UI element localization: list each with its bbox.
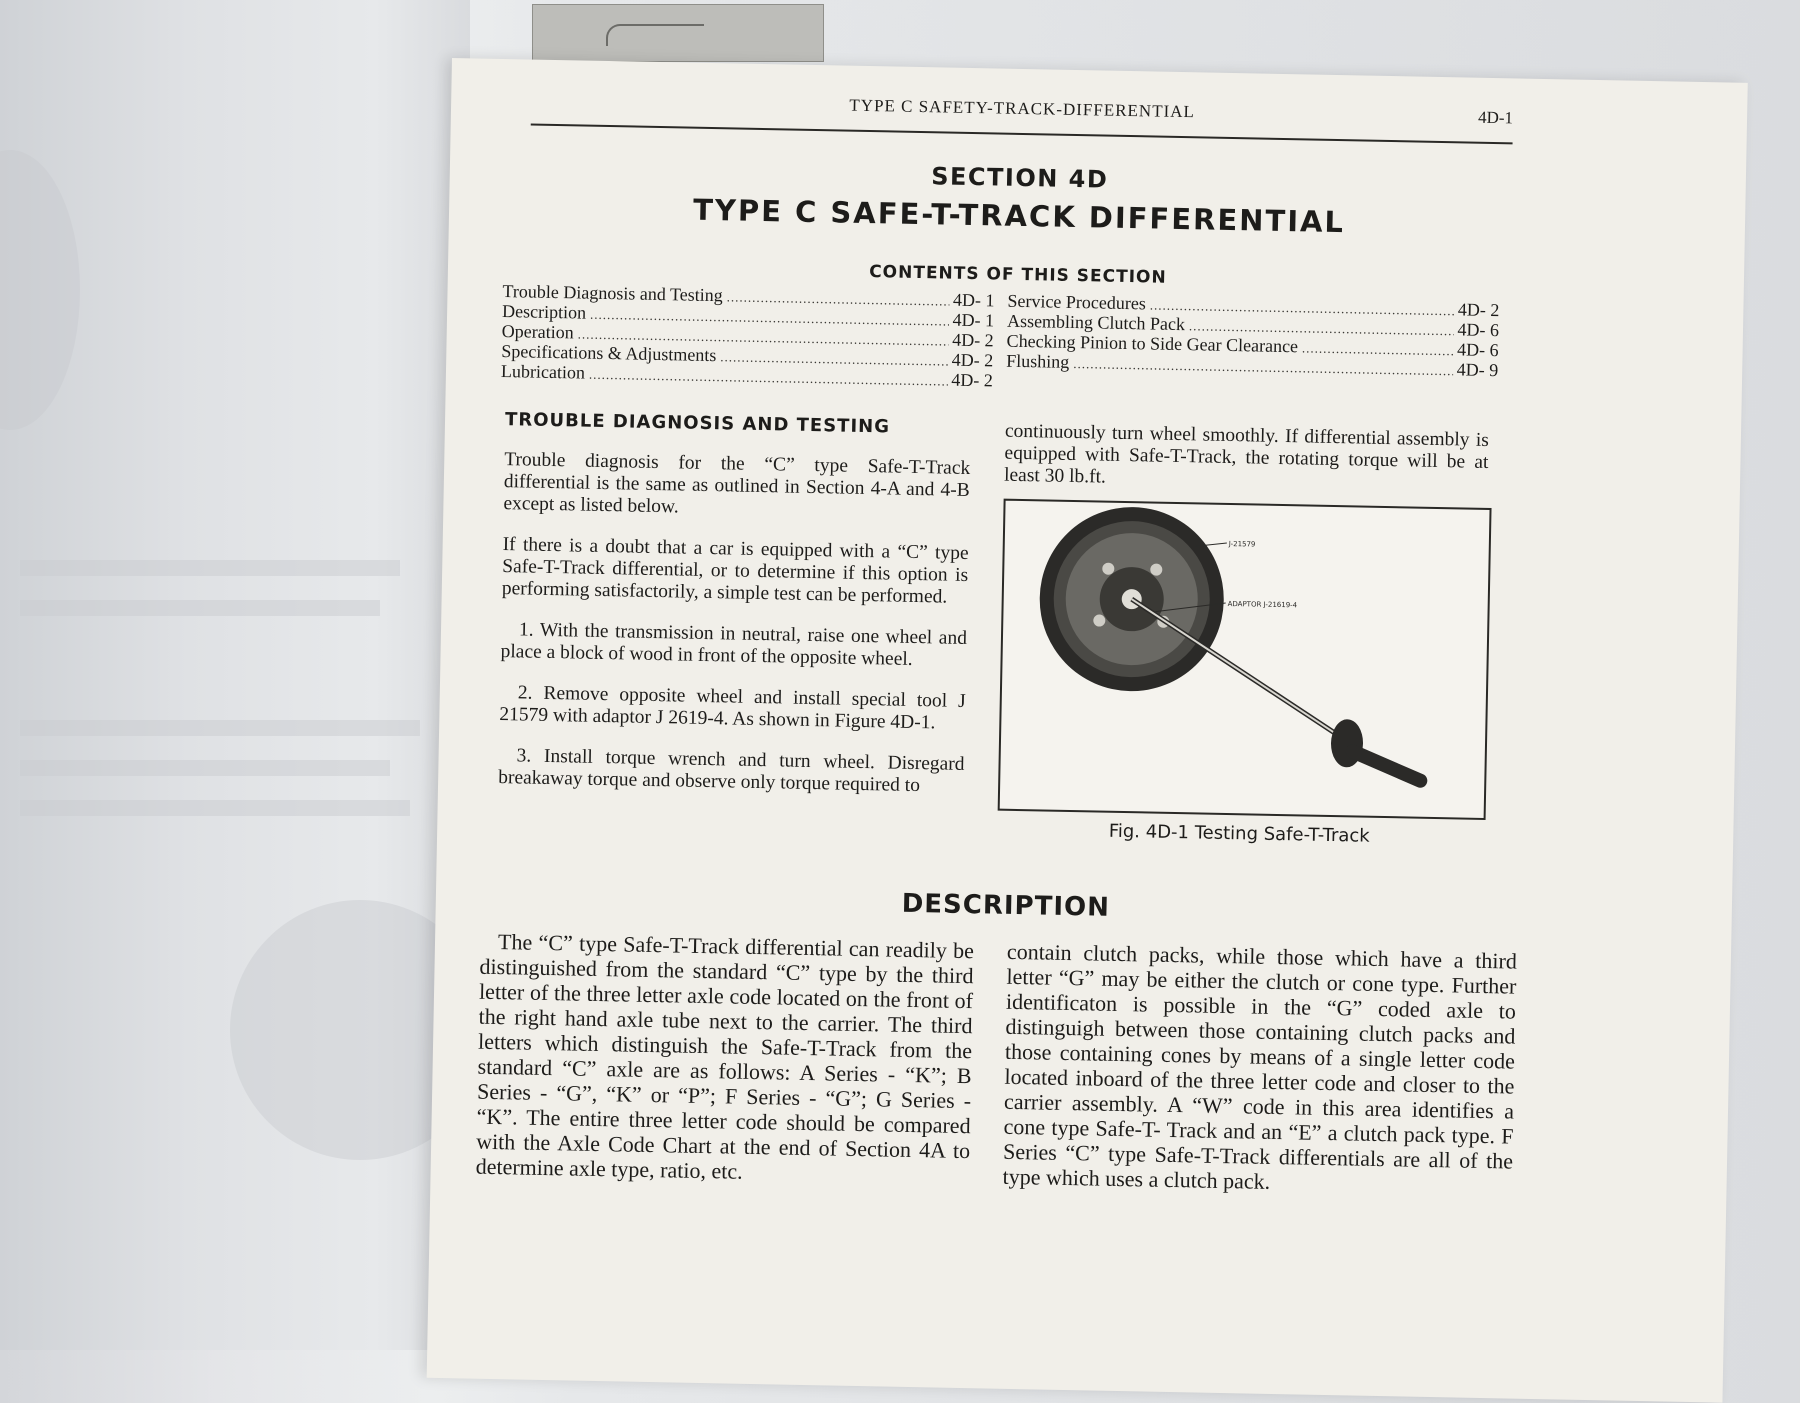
- contents-heading: CONTENTS OF THIS SECTION: [868, 262, 1167, 288]
- description-left-column: [475, 929, 974, 1207]
- toc-page: 4D- 6: [1456, 339, 1499, 361]
- description-right-column: [1002, 939, 1517, 1218]
- section-number: SECTION 4D: [931, 162, 1109, 194]
- ghost-text-line: [20, 560, 400, 576]
- description-left-text: The “C” type Safe-T-Track differential can readily be distinguished from the standard “C” type by the third letter of the three letter axle code located on the front of the right hand axle tube next to the carrier. The third letters which distinguish the Safe-T-Track from the standard “C” axle are as follows: A Series - “K”; B Series - “G”, “K” or “P”; F Series - “G”; G Series - “K”. The entire three letter code should be compared with the Axle Code Chart at the end of Section 4A to determine axle type, ratio, etc.: [475, 929, 975, 1184]
- trouble-step-3: 3. Install torque wrench and turn wheel. Disregard breakaway torque and observe only torque required to: [497, 745, 965, 797]
- wheel-wrench-illustration: [1000, 501, 1486, 814]
- running-header-page: 4D-1: [1477, 107, 1514, 128]
- toc-page: 4D- 6: [1457, 319, 1500, 341]
- toc-page: 4D- 1: [952, 289, 995, 311]
- toc-label: Service Procedures: [1007, 290, 1147, 314]
- description-right-text: contain clutch packs, while those which have a third letter “G” may be either the clutch or cone type. Further identificaton is possible in the “G” coded axle to distinguigh between those containing clutch packs and those containing cones by means of a single letter code located inboard of the three letter code and closer to the carrier assembly. A “W” code in this area identifies a cone type Safe-T- Track and an “E” a clutch pack type. F Series “C” type Safe-T-Track differentials are all of the type which uses a clutch pack.: [1002, 938, 1518, 1194]
- toc-label: Trouble Diagnosis and Testing: [502, 281, 723, 306]
- ghost-text-line: [20, 760, 390, 776]
- figure-4d-1: [998, 499, 1492, 820]
- description-heading: DESCRIPTION: [901, 888, 1111, 923]
- figure-label-adaptor: ADAPTOR J-21619-4: [1227, 599, 1298, 610]
- figure-caption: Fig. 4D-1 Testing Safe-T-Track: [1108, 820, 1370, 847]
- toc-label: Specifications & Adjustments: [501, 341, 717, 366]
- trouble-paragraph-2: If there is a doubt that a car is equipped with a “C” type Safe-T-Track differential, or to determine if this option is performing satisfactorily, a simple test can be performed.: [501, 534, 969, 608]
- ghost-text-line: [20, 800, 410, 816]
- running-header: [531, 84, 1514, 145]
- trouble-step-1: 1. With the transmission in neutral, raise one wheel and place a block of wood in front of the opposite wheel.: [500, 619, 968, 670]
- toc-left-column: [501, 281, 995, 390]
- toc-right-column: [1006, 291, 1499, 380]
- trouble-left-column: [498, 449, 971, 817]
- toc-label: Lubrication: [500, 361, 586, 383]
- toc-page: 4D- 2: [951, 329, 994, 351]
- toc-label: Flushing: [1006, 350, 1070, 372]
- toc-page: 4D- 2: [951, 349, 994, 371]
- toc-label: Operation: [501, 321, 574, 343]
- running-header-title: TYPE C SAFETY-TRACK-DIFFERENTIAL: [849, 95, 1196, 122]
- tab-scribble: [606, 24, 704, 46]
- toc-page: 4D- 1: [952, 309, 995, 331]
- trouble-step-2: 2. Remove opposite wheel and install special tool J 21579 with adaptor J 2619-4. As shown in Figure 4D-1.: [499, 682, 966, 734]
- toc-label: Assembling Clutch Pack: [1006, 310, 1186, 335]
- figure-label-tool: J-21579: [1228, 540, 1256, 549]
- manual-page: [427, 58, 1748, 1403]
- toc-page: 4D- 2: [951, 369, 994, 391]
- ghost-text-line: [20, 600, 380, 616]
- toc-label: Checking Pinion to Side Gear Clearance: [1006, 330, 1299, 357]
- toc-page: 4D- 9: [1456, 359, 1499, 381]
- trouble-continued: continuously turn wheel smoothly. If differential assembly is equipped with Safe-T-Track, the rotating torque will be at least 30 lb.ft.: [1003, 420, 1490, 488]
- section-title: TYPE C SAFE-T-TRACK DIFFERENTIAL: [692, 192, 1346, 240]
- previous-page: [0, 0, 470, 1350]
- ghost-wheel-shape: [0, 150, 80, 430]
- trouble-heading: TROUBLE DIAGNOSIS AND TESTING: [504, 409, 891, 438]
- trouble-paragraph-1: Trouble diagnosis for the “C” type Safe-T-Track differential is the same as outlined in Section 4-A and 4-B except as listed below.: [503, 449, 971, 518]
- torque-wrench-handle: [1352, 751, 1421, 780]
- toc-label: Description: [501, 301, 587, 323]
- ghost-text-line: [20, 720, 420, 736]
- toc-page: 4D- 2: [1457, 299, 1500, 321]
